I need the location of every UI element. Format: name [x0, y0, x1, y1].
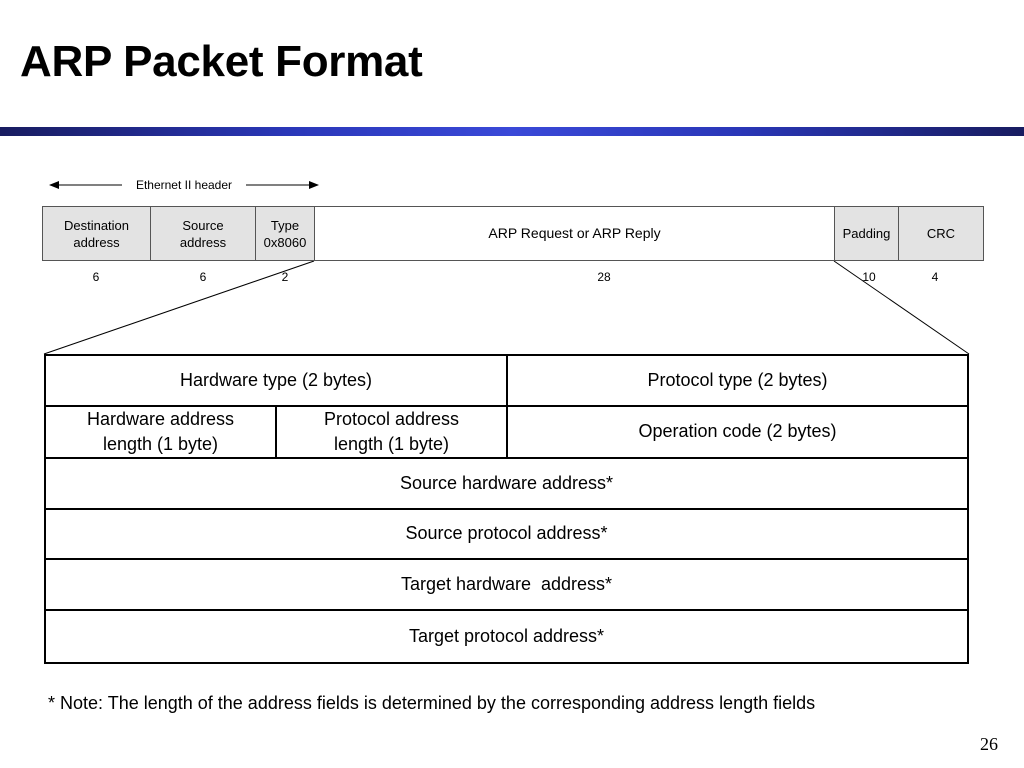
footnote: * Note: The length of the address fields is determined by the corresponding address length fields	[48, 693, 816, 713]
field-type-label: Type 0x8060	[263, 217, 307, 250]
size-destination-address: 6	[92, 270, 100, 284]
arp-row-source-protocol-address	[46, 510, 967, 561]
field-destination-address	[43, 207, 151, 260]
arp-cell-target-protocol-address: Target protocol address*	[408, 626, 605, 647]
arp-cell-source-protocol-address: Source protocol address*	[405, 523, 608, 544]
arp-row-target-hardware-address	[46, 560, 967, 611]
arp-row-target-protocol-address	[46, 611, 967, 662]
arp-cell-source-hardware-address: Source hardware address*	[399, 472, 614, 493]
field-crc-label: CRC	[926, 226, 956, 241]
ethernet-frame	[42, 206, 984, 261]
field-destination-address-label: Destination address	[63, 217, 130, 250]
size-type: 2	[281, 270, 289, 284]
field-source-address	[151, 207, 256, 260]
arp-row-types	[46, 356, 967, 407]
field-size-row	[0, 270, 1024, 286]
arp-packet-table	[44, 354, 969, 664]
field-padding-label: Padding	[842, 226, 891, 241]
size-padding: 10	[862, 270, 876, 284]
arp-cell-protocol-type: Protocol type (2 bytes)	[647, 369, 828, 390]
arp-cell-hardware-address-length: Hardware address length (1 byte)	[46, 407, 277, 457]
field-crc	[899, 207, 983, 260]
arp-cell-hardware-type: Hardware type (2 bytes)	[46, 356, 508, 405]
arp-row-source-hardware-address	[46, 459, 967, 510]
size-arp-payload: 28	[597, 270, 611, 284]
field-padding	[835, 207, 899, 260]
size-source-address: 6	[199, 270, 207, 284]
field-source-address-label: Source address	[179, 217, 227, 250]
arp-row-lengths-opcode	[46, 407, 967, 459]
slide-title: ARP Packet Format	[20, 37, 423, 86]
arp-cell-operation-code: Operation code (2 bytes)	[638, 421, 837, 442]
field-arp-payload	[315, 207, 835, 260]
size-crc: 4	[931, 270, 939, 284]
arp-cell-target-hardware-address: Target hardware address*	[400, 574, 613, 595]
ethernet-header-label: Ethernet II header	[122, 177, 246, 193]
field-arp-payload-label: ARP Request or ARP Reply	[488, 225, 661, 241]
field-type	[256, 207, 315, 260]
page-number: 26	[980, 734, 998, 754]
arp-cell-protocol-address-length: Protocol address length (1 byte)	[277, 407, 508, 457]
